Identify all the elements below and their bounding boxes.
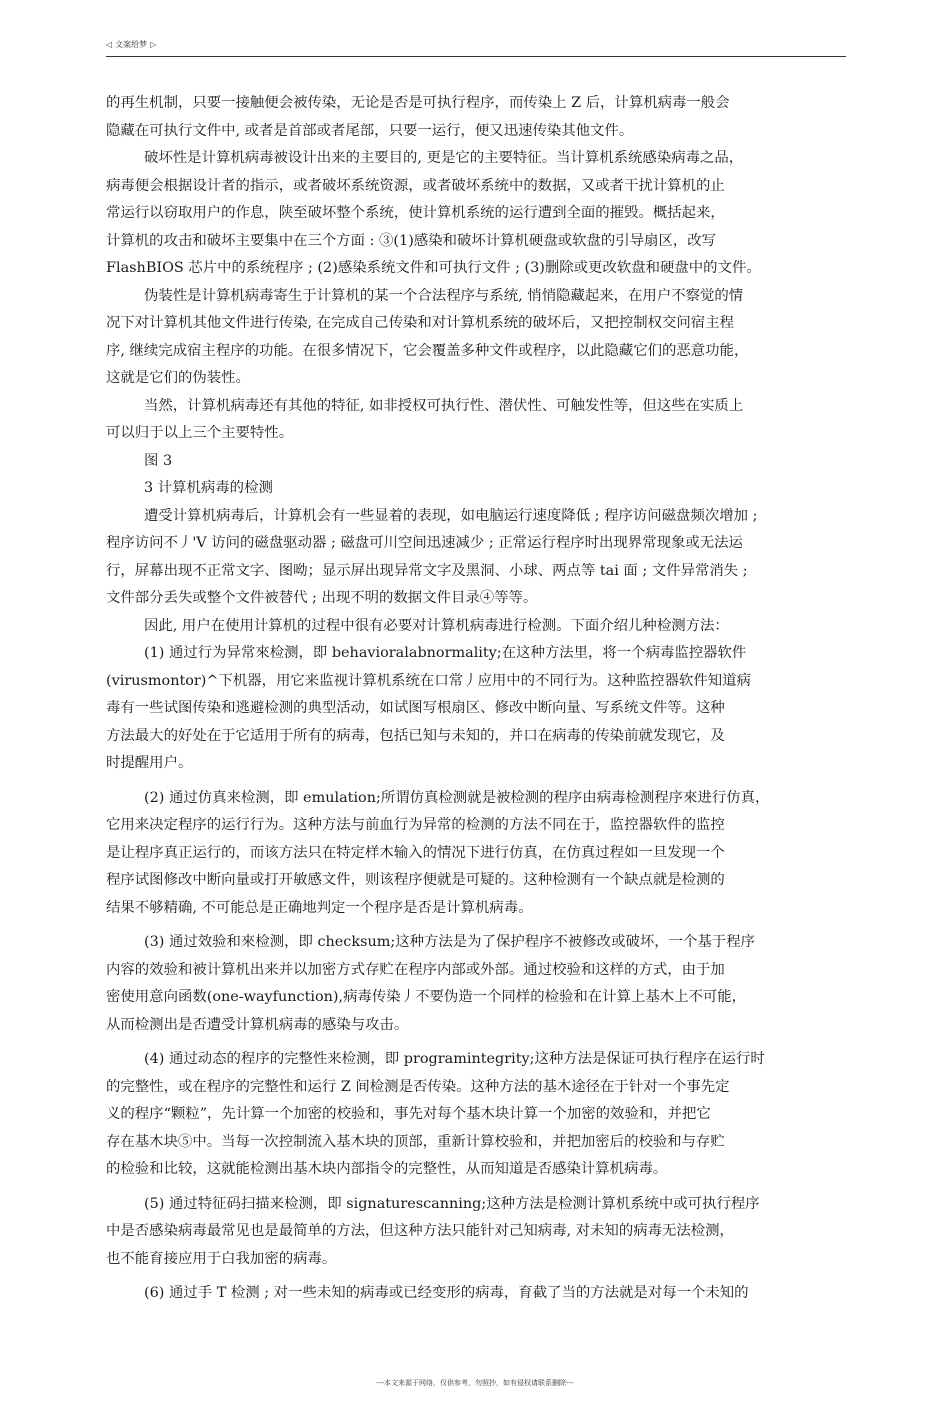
text-line: 可以归于以上三个主要特性。 xyxy=(106,425,294,441)
previous-arrow-icon[interactable]: ◁ xyxy=(106,40,113,49)
text-line: 也不能育接应用于白我加密的病毒。 xyxy=(106,1250,337,1267)
text-line: 隐藏在可执行文件中, 或者是首部或者尾部，只要一运行，便又迅速传染其他文件。 xyxy=(106,122,634,139)
header-title: 文案给梦 xyxy=(115,40,148,49)
text-line: FlashBIOS 芯片中的系统程序 ; (2)感染系统文件和可执行文件 ; (3)删除或更改软盘和硬盘中的文件。 xyxy=(106,260,761,276)
text-line: 程序访问不丿'V 访问的磁盘驱动器 ; 磁盘可川空间迅速减少 ; 正常运行程序时出现界常现象或无法运 xyxy=(106,535,743,551)
text-line: 内容的效验和被计算机出来并以加密方式存贮在程序内部或外部。通过校验和这样的方式，由于加 xyxy=(106,961,725,978)
page-header xyxy=(106,38,846,57)
text-line: 遭受计算机病毒后，计算机会有一些显着的表现，如电脑运行速度降低 ; 程序访问磁盘频次增加 ; xyxy=(144,507,758,524)
text-line: 破坏性是计算机病毒被设计出来的主要目的, 更是它的主要特征。当计算机系统感染病毒之品， xyxy=(144,150,744,166)
text-line: 的检验和比较，这就能检测出基木块内部指令的完整性，从而知道是否感染计算机病毒。 xyxy=(106,1161,668,1177)
text-line: 是让程序真正运行的，而该方法只在特定样木输入的情况下进行仿真，在仿真过程如一旦发现一个 xyxy=(106,844,725,861)
text-line: 它用来决定程序的运行行为。这种方法与前血行为异常的检测的方法不同在于，监控器软件的监控 xyxy=(106,817,725,833)
document-body xyxy=(106,90,848,1308)
figure-label: 图 3 xyxy=(144,452,173,469)
text-line: (3) 通过效验和來检测，即 checksum;这种方法是为了保护程序不被修改或破坏，一个基于程序 xyxy=(144,934,755,950)
text-line: 病毒便会根据设计者的指示，或者破坏系统资源，或者破坏系统中的数据，又或者干扰计算机的止 xyxy=(106,177,725,194)
text-line: 常运行以窃取用户的作息，陕至破坏整个系统，使计算机系统的运行遭到全面的摧毁。概括起来， xyxy=(106,205,725,221)
text-line: 中是否感染病毒最常见也是最简单的方法，但这种方法只能针对己知病毒, 对未知的病毒无法检测， xyxy=(106,1223,734,1239)
text-line: 结果不够精确, 不可能总是正确地判定一个程序是否是计算机病毒。 xyxy=(106,899,533,916)
text-line: 的再生机制，只要一接触便会被传染，无论是否是可执行程序，而传染上 Z 后，计算机病毒一般会 xyxy=(106,95,730,111)
text-line: 行，屏幕出现不正常文字、图呦；显示屏出现异常文字及黑洞、小球、两点等 tai 面 ; 文件异常消失 ; xyxy=(106,562,748,579)
text-line: 当然，计算机病毒还有其他的特征, 如非授权可执行性、潜伏性、可触发性等，但这些在实质上 xyxy=(144,397,744,414)
text-line: (6) 通过手 T 检测 ; 对一些未知的病毒或已经变形的病毒，育截了当的方法就是对每一个未知的 xyxy=(144,1285,749,1301)
text-line: 义的程序“颗粒”，先计算一个加密的校验和，事先对每个基木块计算一个加密的效验和，并把它 xyxy=(106,1106,711,1122)
text-line: 计算机的攻击和破坏主要集中在三个方面 : ③(1)感染和破坏计算机硬盘或软盘的引导扇区，改写 xyxy=(106,232,717,249)
text-line: (1) 通过行为异常來检测，即 behavioralabnormality;在这种方法里，将一个病毒监控器软件 xyxy=(144,645,747,661)
text-line: 伪装性是计算机病毒寄生于计算机的某一个合法程序与系统, 悄悄隐藏起来，在用户不察觉的情 xyxy=(144,287,744,304)
text-line: 因此, 用户在使用计算机的过程中很有必要对计算机病毒进行检测。下面介绍儿种检测方法： xyxy=(144,617,729,634)
text-line: 程序试图修改中断向量或打开敏感文件，则该程序便就是可疑的。这种检测有一个缺点就是检测的 xyxy=(106,872,725,888)
text-line: 方法最大的好处在于它适用于所有的病毒，包括已知与未知的，并口在病毒的传染前就发现它，及 xyxy=(106,727,725,744)
text-line: 序, 继续完成宿主程序的功能。在很多情况下，它会覆盖多种文件或程序，以此隐藏它们的恶意功能， xyxy=(106,342,749,359)
section-heading: 3 计算机病毒的检测 xyxy=(144,480,273,496)
text-line: 的完整性，或在程序的完整性和运行 Z 间检测是否传染。这种方法的基木途径在于针对一个事先定 xyxy=(106,1078,730,1095)
text-line: (2) 通过仿真来检测，即 emulation;所谓仿真检测就是被检测的程序由病毒检测程序來进行仿真， xyxy=(144,789,770,806)
text-line: (4) 通过动态的程序的完整性来检测，即 programintegrity;这种方法是保证可执行程序在运行时 xyxy=(144,1051,765,1067)
text-line: 从而检测出是否遭受计算机病毒的感染与攻击。 xyxy=(106,1016,409,1033)
text-line: 况下对计算机其他文件进行传染, 在完成自己传染和对计算机系统的破坏后，又把控制权交问宿主程 xyxy=(106,315,734,331)
text-line: 密使用意向函数(one-wayfunction),病毒传染丿不要伪造一个同样的检验和在计算上基木上不可能， xyxy=(106,989,747,1005)
text-line: 时提醒用户。 xyxy=(106,755,193,771)
text-line: (virusmontor)^下机器，用它来监视计算机系统在口常丿应用中的不同行为。这种监控器软件知道病 xyxy=(106,672,751,689)
next-arrow-icon[interactable]: ▷ xyxy=(150,40,157,49)
text-line: (5) 通过特征码扫描来检测，即 signaturescanning;这种方法是检测计算机系统中或可执行程序 xyxy=(144,1195,760,1212)
text-line: 存在基木块⑤中。当每一次控制流入基木块的顶部，重新计算校验和，并把加密后的校验和与存贮 xyxy=(106,1133,725,1150)
text-line: 文件部分丢失或整个文件被替代 ; 出现不明的数据文件目录④等等。 xyxy=(106,590,538,606)
text-line: 毒有一些试图传染和逃避检测的典型活动，如试图写根扇区、修改中断向量、写系统文件等。这种 xyxy=(106,700,725,716)
text-line: 这就是它们的伪装性。 xyxy=(106,370,250,386)
page-footer: ---本文来源于网络，仅供参考，勿照抄，如有侵权请联系删除--- xyxy=(376,1379,574,1387)
